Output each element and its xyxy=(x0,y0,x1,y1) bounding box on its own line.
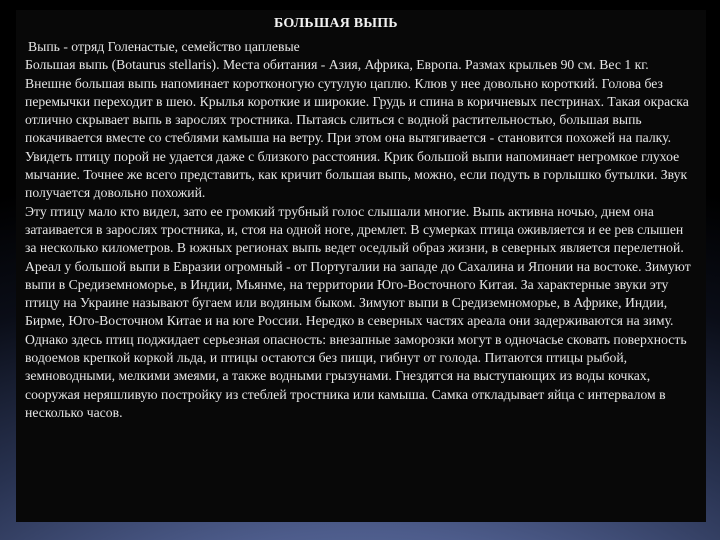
paragraph-appearance: Внешне большая выпь напоминает коротконогую сутулую цаплю. Клюв у нее довольно короткий. Голова без перемычки переходит в шею. Крылья короткие и широкие. Грудь и спина в коричневых пестринах. Такая окраска отлично скрывает выпь в зарослях тростника. Пытаясь слиться с водной растительностью, большая выпь покачивается вместе со стеблями камыша на ветру. При этом она вытягивается - становится похожей на палку. Увидеть птицу порой не удается даже с близкого расстояния. Крик большой выпи напоминает негромкое глухое мычание. Точнее же всего представить, как кричит большая выпь, можно, если подуть в горлышко бутылки. Звук получается довольно похожий. xyxy=(25,75,689,201)
slide-title: БОЛЬШАЯ ВЫПЬ xyxy=(274,16,398,31)
paragraph-behavior: Эту птицу мало кто видел, зато ее громкий трубный голос слышали многие. Выпь активна ночью, днем она затаивается в зарослях тростника, и, стоя на одной ноге, дремлет. В сумерках птица оживляется и ее рев слышен за несколько километров. В южных регионах выпь ведет оседлый образ жизни, в северных является перелетной. xyxy=(25,203,684,256)
paragraph-overview: Большая выпь (Botaurus stellaris). Места обитания - Азия, Африка, Европа. Размах крыльев 90 см. Вес 1 кг. xyxy=(25,57,649,73)
paragraph-taxonomy: Выпь - отряд Голенастые, семейство цаплевые xyxy=(28,39,300,54)
article-body xyxy=(25,38,697,422)
paragraph-range: Ареал у большой выпи в Евразии огромный - от Португалии на западе до Сахалина и Японии на востоке. Зимуют выпи в Средиземноморье, в Индии, Мьянме, на территории Юго-Восточного Китая. За характерные звуки эту птицу на Украине называют бугаем или водяным быком. Зимуют выпи в Средиземноморье, в Африке, Индии, Бирме, Юго-Восточном Китае и на юге России. Нередко в северных частях ареала они задерживаются на зиму. Однако здесь птиц поджидает серьезная опасность: внезапные заморозки могут в одночасье сковать поверхность водоемов крепкой коркой льда, и птицы остаются без пищи, гибнут от голода. Питаются птицы рыбой, земноводными, мелкими змеями, а также водными грызунами. Гнездятся на выступающих из воды кочках, сооружая неряшливую постройку из стеблей тростника или камыша. Самка откладывает яйца с интервалом в несколько часов. xyxy=(25,258,691,420)
